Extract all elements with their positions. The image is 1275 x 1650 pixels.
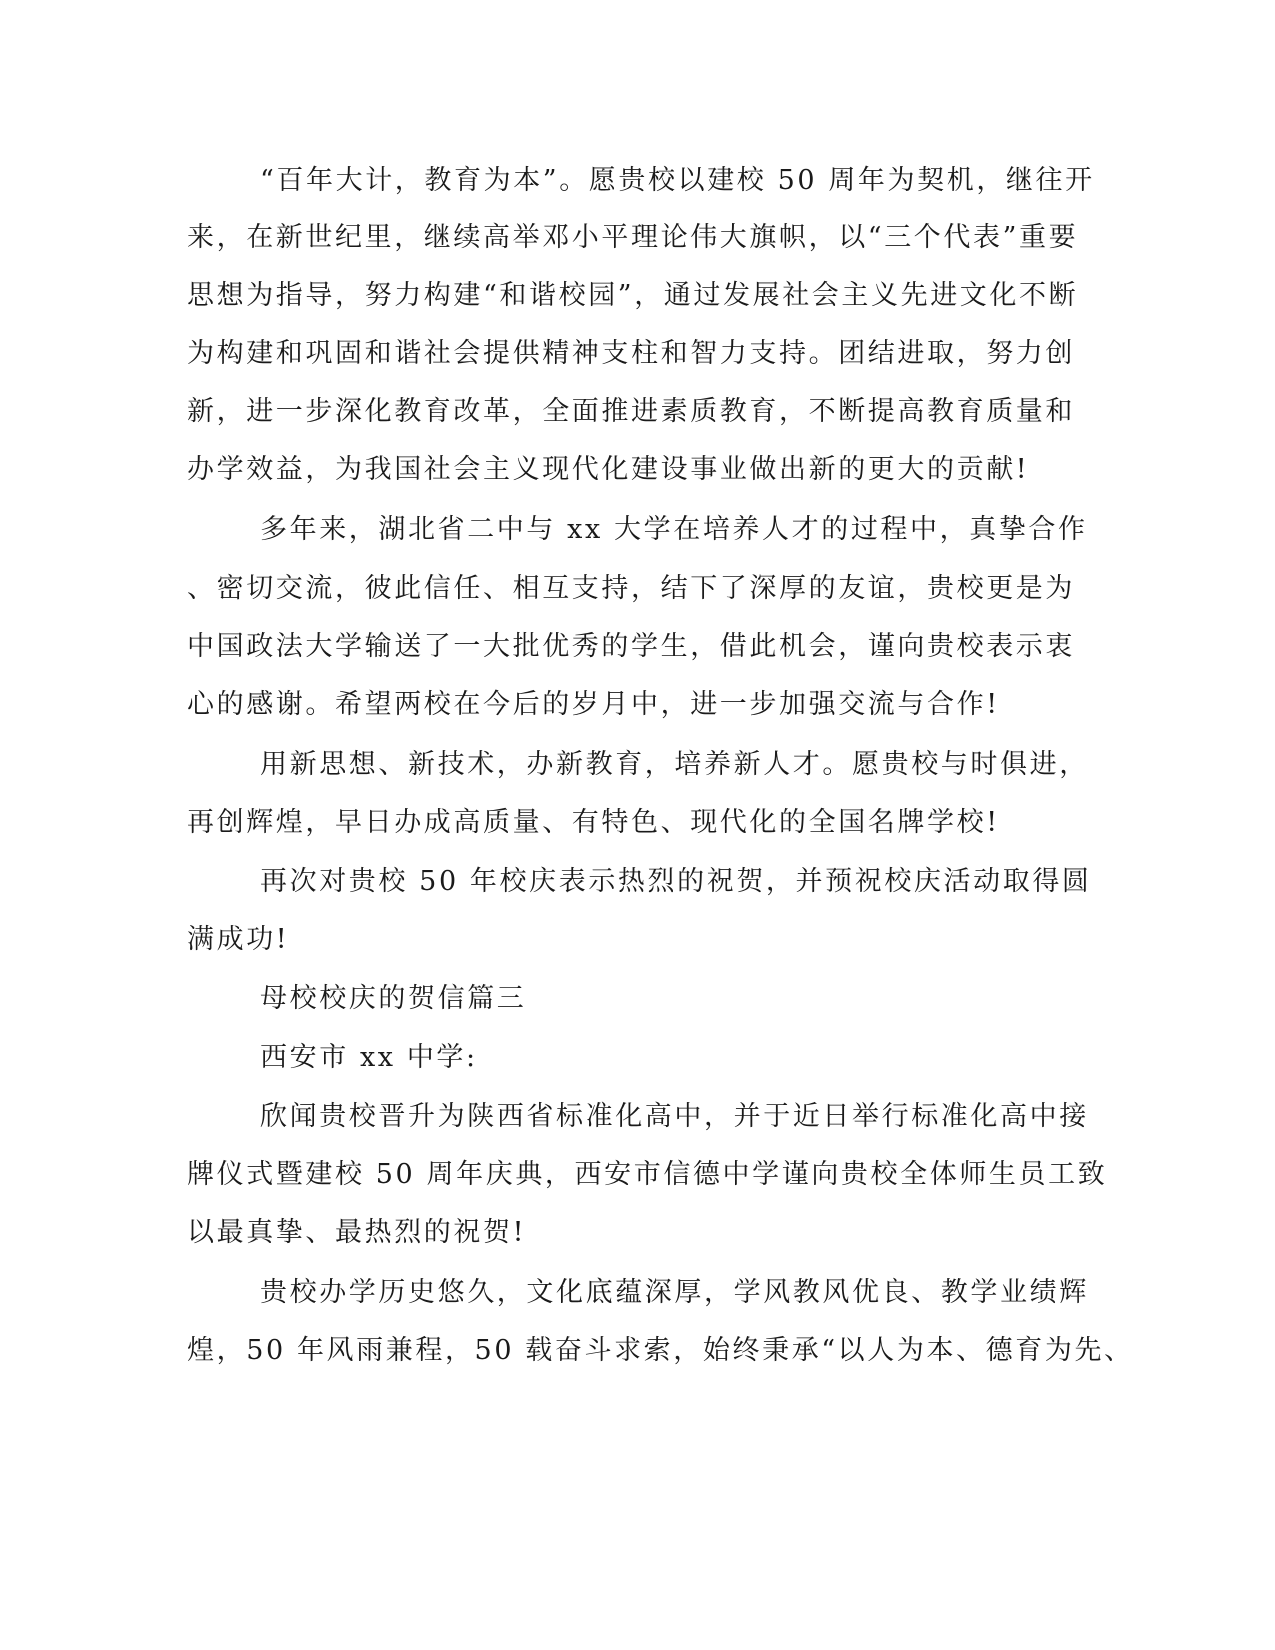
paragraph-line: 、密切交流，彼此信任、相互支持，结下了深厚的友谊，贵校更是为 (187, 573, 1075, 604)
paragraph-line: 办学效益，为我国社会主义现代化建设事业做出新的更大的贡献! (187, 454, 1030, 485)
paragraph-line: 来，在新世纪里，继续高举邓小平理论伟大旗帜，以“三个代表”重要 (187, 222, 1079, 253)
paragraph-line: “百年大计，教育为本”。愿贵校以建校 50 周年为契机，继往开 (260, 165, 1095, 196)
salutation: 西安市 xx 中学: (260, 1042, 478, 1073)
paragraph-line: 新，进一步深化教育改革，全面推进素质教育，不断提高教育质量和 (187, 396, 1075, 427)
paragraph-line: 思想为指导，努力构建“和谐校园”，通过发展社会主义先进文化不断 (187, 280, 1079, 311)
paragraph-line: 满成功! (187, 924, 290, 955)
paragraph-line: 牌仪式暨建校 50 周年庆典，西安市信德中学谨向贵校全体师生员工致 (187, 1159, 1108, 1190)
paragraph-line: 煌，50 年风雨兼程，50 载奋斗求索，始终秉承“以人为本、德育为先、 (187, 1335, 1134, 1366)
paragraph-line: 中国政法大学输送了一大批优秀的学生，借此机会，谨向贵校表示衷 (187, 631, 1075, 662)
paragraph-line: 欣闻贵校晋升为陕西省标准化高中，并于近日举行标准化高中接 (260, 1101, 1089, 1132)
paragraph-line: 用新思想、新技术，办新教育，培养新人才。愿贵校与时俱进， (260, 749, 1089, 780)
paragraph-line: 为构建和巩固和谐社会提供精神支柱和智力支持。团结进取，努力创 (187, 338, 1075, 369)
paragraph-line: 心的感谢。希望两校在今后的岁月中，进一步加强交流与合作! (187, 689, 1000, 720)
paragraph-line: 再创辉煌，早日办成高质量、有特色、现代化的全国名牌学校! (187, 807, 1000, 838)
paragraph-line: 以最真挚、最热烈的祝贺! (187, 1217, 527, 1248)
paragraph-line: 贵校办学历史悠久，文化底蕴深厚，学风教风优良、教学业绩辉 (260, 1277, 1089, 1308)
paragraph-line: 再次对贵校 50 年校庆表示热烈的祝贺，并预祝校庆活动取得圆 (260, 866, 1092, 897)
paragraph-line: 多年来，湖北省二中与 xx 大学在培养人才的过程中，真挚合作 (260, 514, 1088, 545)
section-heading: 母校校庆的贺信篇三 (260, 983, 527, 1014)
